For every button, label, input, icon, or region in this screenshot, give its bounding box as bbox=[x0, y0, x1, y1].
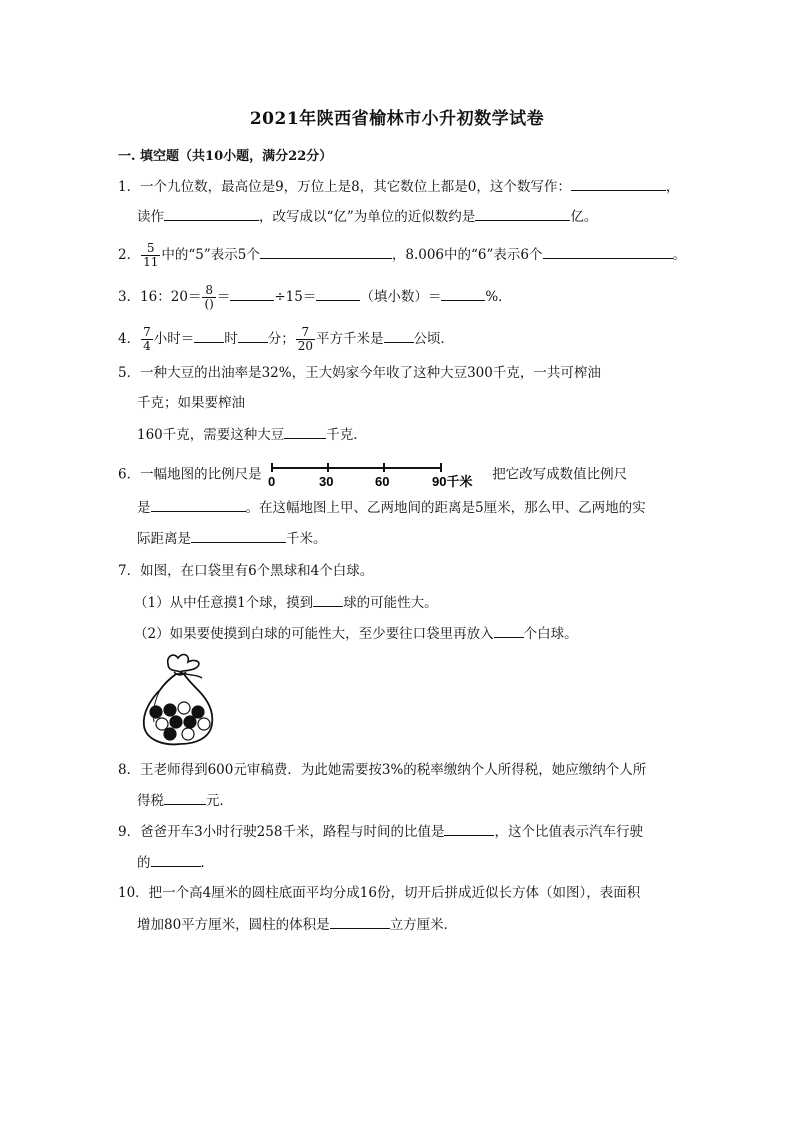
question-3 bbox=[118, 284, 512, 311]
question-6-line-3 bbox=[137, 528, 327, 549]
q6-text: 千米。 bbox=[286, 531, 327, 547]
q9-text: 9．爸爸开车3小时行驶258千米，路程与时间的比值是 bbox=[118, 824, 445, 840]
q1-text: 读作 bbox=[137, 209, 164, 225]
answer-blank[interactable] bbox=[151, 497, 246, 512]
q1-text: 亿。 bbox=[570, 209, 598, 225]
question-7-part-2 bbox=[134, 623, 578, 644]
numerator: 7 bbox=[143, 325, 151, 339]
question-8-line-2 bbox=[137, 790, 233, 811]
q8-text: 得税 bbox=[137, 793, 164, 809]
map-scale-bar bbox=[266, 462, 488, 488]
scale-tick-60: 60 bbox=[374, 474, 390, 488]
answer-blank[interactable] bbox=[494, 623, 524, 638]
denominator: 11 bbox=[143, 255, 159, 269]
black-ball bbox=[192, 706, 204, 718]
answer-blank[interactable] bbox=[230, 286, 274, 301]
question-10-line-2 bbox=[137, 914, 457, 935]
white-ball bbox=[178, 702, 190, 714]
q4-text: 公顷． bbox=[413, 331, 455, 347]
q6-text: 。在这幅地图上甲、乙两地间的距离是5厘米，那么甲、乙两地的实 bbox=[245, 500, 646, 516]
question-7-line-1 bbox=[118, 561, 373, 581]
q5-text: 5．一种大豆的出油率是32%，王大妈家今年收了这种大豆300千克，一共可榨油 bbox=[118, 365, 601, 381]
question-4 bbox=[118, 326, 454, 353]
question-5-line-1 bbox=[118, 363, 601, 383]
q6-text: 6．一幅地图的比例尺是 bbox=[118, 466, 262, 483]
answer-blank[interactable] bbox=[164, 790, 206, 805]
black-ball bbox=[184, 716, 196, 728]
answer-blank[interactable] bbox=[384, 328, 414, 343]
question-9-line-1 bbox=[118, 821, 643, 842]
q1-text: 1．一个九位数，最高位是9，万位上是8，其它数位上都是0，这个数写作： bbox=[118, 179, 571, 195]
q8-text: 8．王老师得到600元审稿费．为此她需要按3%的税率缴纳个人所得税，她应缴纳个人所 bbox=[118, 762, 647, 778]
scale-tick-90: 90千米 bbox=[431, 474, 473, 488]
answer-blank[interactable] bbox=[444, 821, 494, 836]
page-title: 2021年陕西省榆林市小升初数学试卷 bbox=[249, 109, 545, 129]
white-ball bbox=[156, 718, 168, 730]
bag-balls bbox=[150, 702, 210, 740]
q10-text: 10．把一个高4厘米的圆柱底面平均分成16份，切开后拼成近似长方体（如图），表面积 bbox=[118, 885, 641, 901]
denominator: () bbox=[204, 297, 214, 311]
q1-text: ，改写成以“亿”为单位的近似数约是 bbox=[259, 209, 476, 225]
q1-text: ， bbox=[665, 179, 680, 195]
answer-blank[interactable] bbox=[475, 206, 570, 221]
question-8-line-1 bbox=[118, 760, 646, 780]
q8-text: 元． bbox=[206, 793, 233, 809]
q7-text: 7．如图，在口袋里有6个黑球和4个白球。 bbox=[118, 563, 374, 579]
q4-text: 分； bbox=[267, 331, 295, 347]
answer-blank[interactable] bbox=[330, 914, 390, 929]
black-ball bbox=[164, 704, 176, 716]
white-ball bbox=[182, 728, 194, 740]
q2-text: 中的“5”表示5个 bbox=[161, 247, 260, 263]
q4-number: 4． bbox=[118, 331, 141, 347]
question-2 bbox=[118, 242, 686, 269]
q4-text: 小时＝ bbox=[153, 331, 195, 347]
q9-text: ，这个比值表示汽车行驶 bbox=[494, 824, 643, 840]
q7-text: 个白球。 bbox=[523, 626, 578, 642]
q3-text: （填小数）＝ bbox=[360, 289, 442, 305]
answer-blank[interactable] bbox=[571, 176, 666, 191]
q3-text: ＝ bbox=[216, 289, 231, 305]
ball-bag-image bbox=[138, 650, 218, 750]
q6-text: 是 bbox=[137, 500, 151, 516]
q7-text: （2）如果要使摸到白球的可能性大，至少要往口袋里再放入 bbox=[134, 626, 494, 642]
q10-text: 增加80平方厘米，圆柱的体积是 bbox=[137, 917, 330, 933]
scale-tick-30: 30 bbox=[318, 474, 334, 488]
white-ball bbox=[198, 718, 210, 730]
q7-text: 球的可能性大。 bbox=[343, 595, 438, 611]
question-5-line-2 bbox=[137, 393, 245, 413]
answer-blank[interactable] bbox=[441, 286, 485, 301]
question-1-line-1 bbox=[118, 176, 679, 197]
q7-text: （1）从中任意摸1个球，摸到 bbox=[134, 595, 314, 611]
denominator: 4 bbox=[143, 339, 151, 353]
question-7-part-1 bbox=[134, 592, 438, 613]
q5-text: 千克． bbox=[326, 427, 367, 443]
question-6-line-1 bbox=[118, 462, 627, 488]
black-ball bbox=[170, 716, 182, 728]
question-5-line-3 bbox=[137, 424, 367, 445]
question-10-line-1 bbox=[118, 883, 640, 903]
answer-blank[interactable] bbox=[260, 244, 392, 259]
q3-text: ÷15＝ bbox=[274, 289, 317, 305]
answer-blank[interactable] bbox=[194, 328, 224, 343]
q5-text: 千克；如果要榨油 bbox=[137, 395, 245, 411]
answer-blank[interactable] bbox=[238, 328, 268, 343]
fraction bbox=[202, 284, 215, 311]
q9-text: 的 bbox=[137, 855, 151, 871]
answer-blank[interactable] bbox=[164, 206, 259, 221]
answer-blank[interactable] bbox=[543, 244, 673, 259]
section-heading: 一. 填空题（共10小题，满分22分） bbox=[118, 149, 333, 164]
question-9-line-2 bbox=[137, 852, 214, 873]
answer-blank[interactable] bbox=[284, 424, 326, 439]
fraction bbox=[141, 242, 160, 269]
answer-blank[interactable] bbox=[313, 592, 343, 607]
q6-text: 把它改写成数值比例尺 bbox=[492, 466, 628, 483]
numerator: 5 bbox=[146, 241, 155, 255]
q2-number: 2． bbox=[118, 247, 141, 263]
q5-text: 160千克，需要这种大豆 bbox=[137, 427, 285, 443]
q3-text: %． bbox=[485, 289, 512, 305]
answer-blank[interactable] bbox=[316, 286, 360, 301]
fraction bbox=[296, 326, 315, 353]
q10-text: 立方厘米． bbox=[389, 917, 458, 933]
black-ball bbox=[164, 728, 176, 740]
q9-text: ． bbox=[200, 855, 214, 871]
question-6-line-2 bbox=[137, 497, 646, 518]
q2-text: ，8.006中的“6”表示6个 bbox=[391, 247, 543, 263]
answer-blank[interactable] bbox=[151, 852, 201, 867]
q4-text: 平方千米是 bbox=[316, 331, 384, 347]
q6-text: 际距离是 bbox=[137, 531, 191, 547]
numerator: 8 bbox=[205, 283, 213, 297]
q2-text: 。 bbox=[672, 247, 686, 263]
scale-tick-0: 0 bbox=[267, 474, 276, 488]
q3-text: 3．16：20＝ bbox=[118, 289, 202, 305]
answer-blank[interactable] bbox=[191, 528, 286, 543]
q4-text: 时 bbox=[224, 331, 238, 347]
numerator: 7 bbox=[301, 325, 310, 339]
black-ball bbox=[150, 706, 162, 718]
question-1-line-2 bbox=[137, 206, 597, 227]
denominator: 20 bbox=[297, 339, 314, 353]
fraction bbox=[141, 326, 153, 353]
